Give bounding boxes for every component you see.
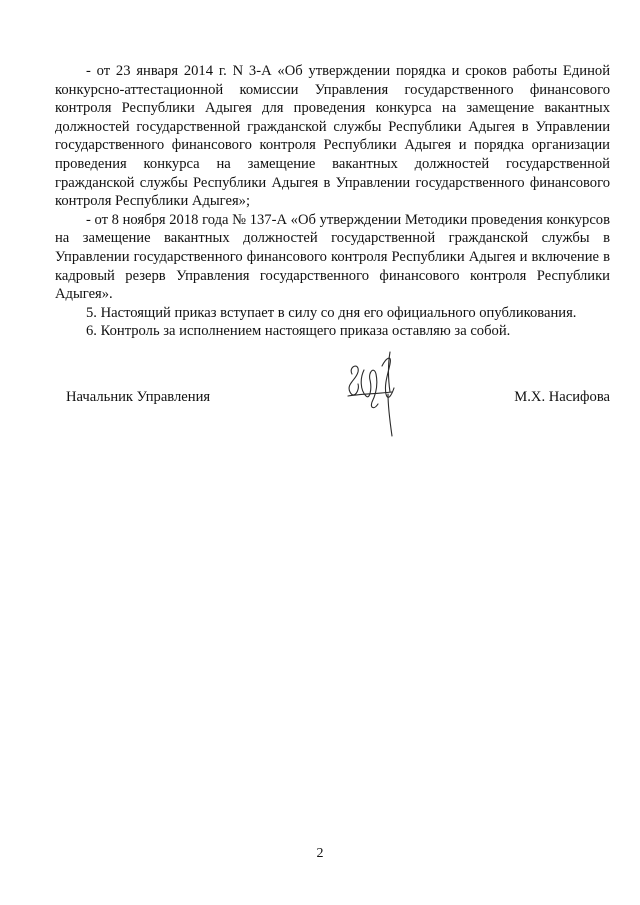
page-number: 2 [316, 846, 324, 861]
signatory-position: Начальник Управления [66, 389, 211, 405]
paragraph-item-6: 6. Контроль за исполнением настоящего приказа оставляю за собой. [86, 323, 511, 340]
document-body [55, 62, 610, 341]
paragraph-order-2018: - от 8 ноября 2018 года № 137-А «Об утверждении Методики проведения конкурсов на замещение вакантных должностей государственной гражданской службы в Управлении государственного финансового контроля Республики Адыгея и включение в кадровый резерв Управления государственного финансового контроля Республики Адыгея». [55, 211, 610, 303]
signatory-name: М.Х. Насифова [514, 389, 610, 405]
handwritten-signature-icon [330, 344, 410, 444]
paragraph-item-5: 5. Настоящий приказ вступает в силу со дня его официального опубликования. [86, 304, 577, 321]
paragraph-order-2014: - от 23 января 2014 г. N 3-А «Об утверждении порядка и сроков работы Единой конкурсно-аттестационной комиссии Управления государственного финансового контроля Республики Адыгея для проведения конкурса на замещение вакантных должностей государственной гражданской службы Республики Адыгея в Управлении государственного финансового контроля Республики Адыгея и порядка организации проведения конкурса на замещение вакантных должностей государственной гражданской службы Республики Адыгея в Управлении государственного финансового контроля Республики Адыгея»; [55, 63, 610, 210]
